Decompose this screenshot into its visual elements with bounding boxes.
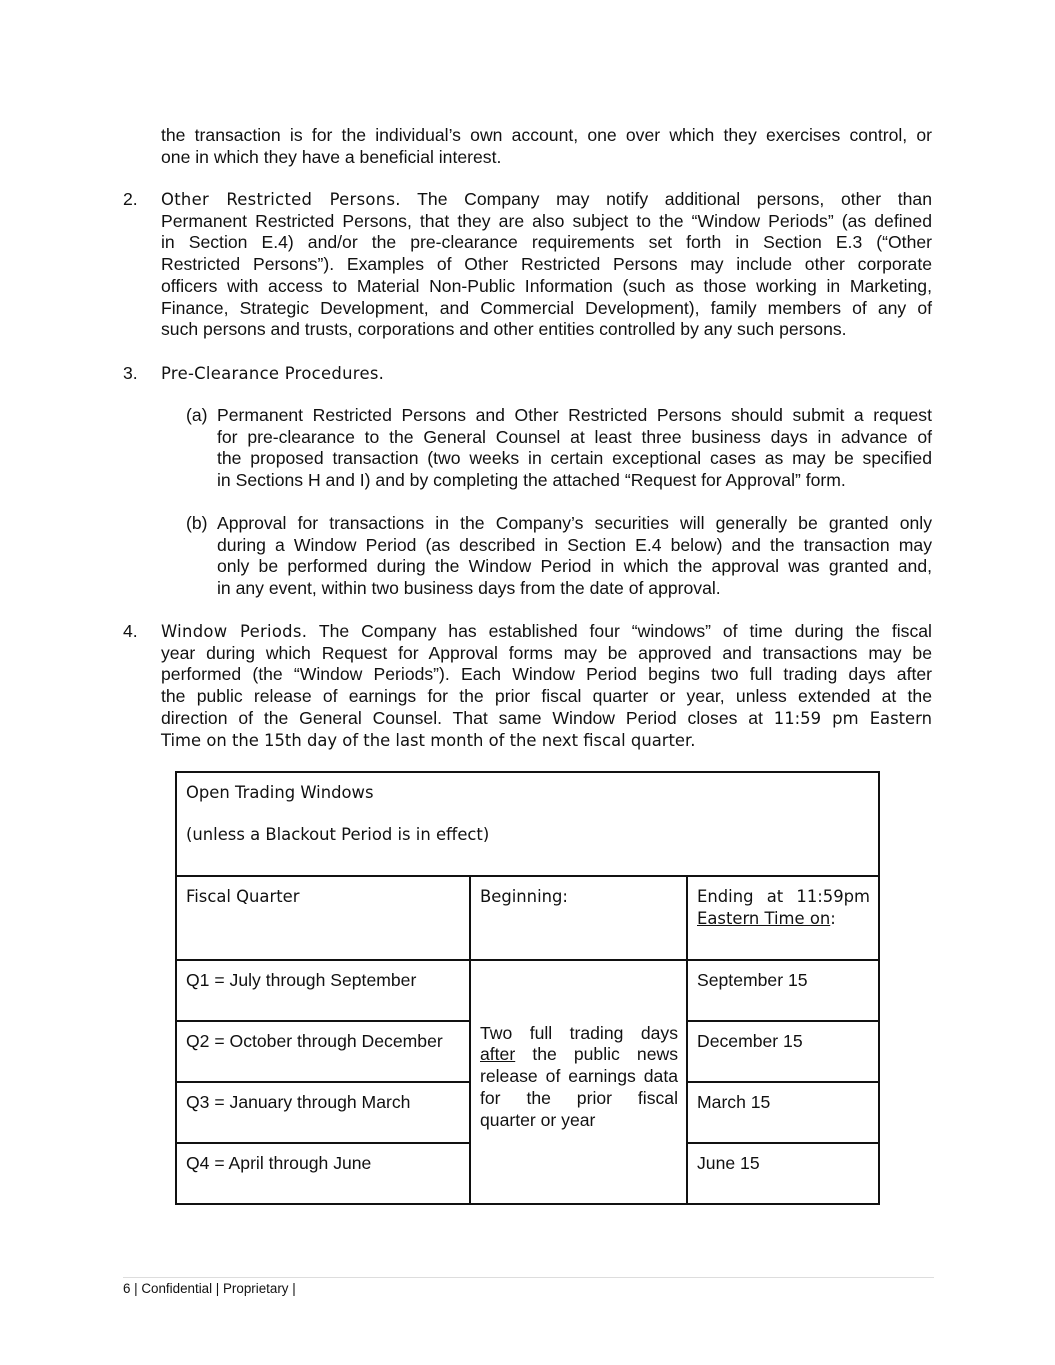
section-3b-marker: (b)	[186, 513, 208, 533]
section-2-paragraph	[161, 189, 932, 341]
section-2-line-5: officers with access to Material Non-Public Information (such as those working in Marketing,	[161, 275, 932, 296]
intro-line-1: the transaction is for the individual’s own account, one over which they exercises control, or	[161, 125, 932, 145]
section-3a-line-4: in Sections H and I) and by completing the attached “Request for Approval” form.	[217, 470, 846, 491]
trading-windows-table	[175, 771, 880, 1205]
section-3a-line-1: Permanent Restricted Persons and Other Restricted Persons should submit a request	[217, 405, 932, 425]
beginning-text	[480, 1023, 678, 1132]
section-3b-line-2: during a Window Period (as described in Section E.4 below) and the transaction may	[217, 534, 932, 555]
beginning-line-1: Two full trading days	[480, 1022, 678, 1043]
beginning-line-5: quarter or year	[480, 1109, 596, 1130]
section-2-line-3: in Section E.4) and/or the pre-clearance requirements set forth in Section E.3 (“Other	[161, 232, 932, 253]
section-2-number: 2.	[123, 189, 138, 209]
section-3b-line-3: only be performed during the Window Period in which the approval was granted and,	[217, 556, 932, 577]
beginning-line-2	[480, 1044, 678, 1066]
quarter-cell: Q2 = October through December	[176, 1021, 470, 1082]
header-ending-line-2	[697, 909, 836, 928]
quarter-cell: Q3 = January through March	[176, 1082, 470, 1143]
section-4-line-6: Time on the 15th day of the last month of the next fiscal quarter.	[161, 730, 696, 750]
section-3-number: 3.	[123, 363, 138, 383]
section-3a-line-3: the proposed transaction (two weeks in certain exceptional cases as may be specified	[217, 448, 932, 469]
quarter-cell: Q4 = April through June	[176, 1143, 470, 1204]
ending-cell: December 15	[687, 1021, 879, 1082]
header-ending-colon: :	[830, 908, 836, 928]
section-3b-paragraph	[217, 513, 932, 600]
section-2-line-2: Permanent Restricted Persons, that they are also subject to the “Window Periods” (as defined	[161, 210, 932, 231]
section-4-number: 4.	[123, 621, 138, 641]
section-2-line-1-text: The Company may notify additional persons, other than	[417, 189, 932, 209]
beginning-after: after	[480, 1044, 516, 1065]
section-4-line-4: the public release of earnings for the prior fiscal quarter or year, unless extended at the	[161, 686, 932, 707]
footer-text: 6 | Confidential | Proprietary |	[123, 1281, 296, 1296]
intro-paragraph	[161, 125, 932, 168]
table-title-row	[176, 772, 879, 876]
ending-cell: June 15	[687, 1143, 879, 1204]
header-beginning	[470, 876, 687, 960]
header-ending	[687, 876, 879, 960]
header-ending-line-1: Ending at 11:59pm	[697, 887, 870, 906]
section-3a-marker: (a)	[186, 405, 208, 425]
header-beginning-text: Beginning:	[480, 887, 568, 906]
section-3b-line-4: in any event, within two business days from the date of approval.	[217, 578, 721, 599]
beginning-line-2-text: the public news	[532, 1044, 678, 1065]
table-subtitle: (unless a Blackout Period is in effect)	[186, 824, 490, 844]
table-header-row	[176, 876, 879, 960]
section-4-paragraph	[161, 621, 932, 751]
section-3-heading-line	[161, 363, 932, 385]
header-ending-eastern-time: Eastern Time on	[697, 908, 831, 928]
table-title: Open Trading Windows	[186, 783, 374, 802]
section-2-line-1	[161, 189, 932, 211]
beginning-line-3: release of earnings data	[480, 1066, 678, 1087]
ending-cell: September 15	[687, 960, 879, 1021]
intro-line-2: one in which they have a beneficial interest.	[161, 146, 502, 167]
section-4-heading: Window Periods.	[161, 622, 308, 641]
section-2-heading: Other Restricted Persons.	[161, 190, 401, 209]
page-footer	[123, 1277, 934, 1296]
beginning-line-4: for the prior fiscal	[480, 1087, 678, 1108]
section-4-line-5-text: direction of the General Counsel. That same Window Period closes at	[161, 707, 763, 728]
beginning-cell	[470, 960, 687, 1204]
header-fiscal-quarter	[176, 876, 470, 960]
section-3a-paragraph	[217, 405, 932, 492]
table-row	[176, 960, 879, 1021]
header-fiscal-quarter-text: Fiscal Quarter	[186, 887, 300, 906]
quarter-cell: Q1 = July through September	[176, 960, 470, 1021]
section-3-heading: Pre-Clearance Procedures.	[161, 364, 385, 383]
section-4-line-3: performed (the “Window Periods”). Each Window Period begins two full trading days after	[161, 664, 932, 685]
section-3a-line-2: for pre-clearance to the General Counsel at least three business days in advance of	[217, 426, 932, 447]
table-title-cell	[176, 772, 879, 876]
section-3b-line-1: Approval for transactions in the Company’s securities will generally be granted only	[217, 513, 932, 533]
section-2-line-6: Finance, Strategic Development, and Commercial Development), family members of any of	[161, 297, 932, 318]
section-2-line-4: Restricted Persons”). Examples of Other Restricted Persons may include other corporate	[161, 254, 932, 275]
section-4-line-1-text: The Company has established four “windows” of time during the fiscal	[318, 621, 932, 641]
section-4-line-1	[161, 621, 932, 643]
section-2-line-7: such persons and trusts, corporations and other entities controlled by any such persons.	[161, 319, 847, 340]
ending-cell: March 15	[687, 1082, 879, 1143]
section-4-line-5	[161, 708, 932, 730]
section-4-line-2: year during which Request for Approval forms may be approved and transactions may be	[161, 642, 932, 663]
section-4-line-5-time: 11:59 pm Eastern	[773, 708, 932, 728]
